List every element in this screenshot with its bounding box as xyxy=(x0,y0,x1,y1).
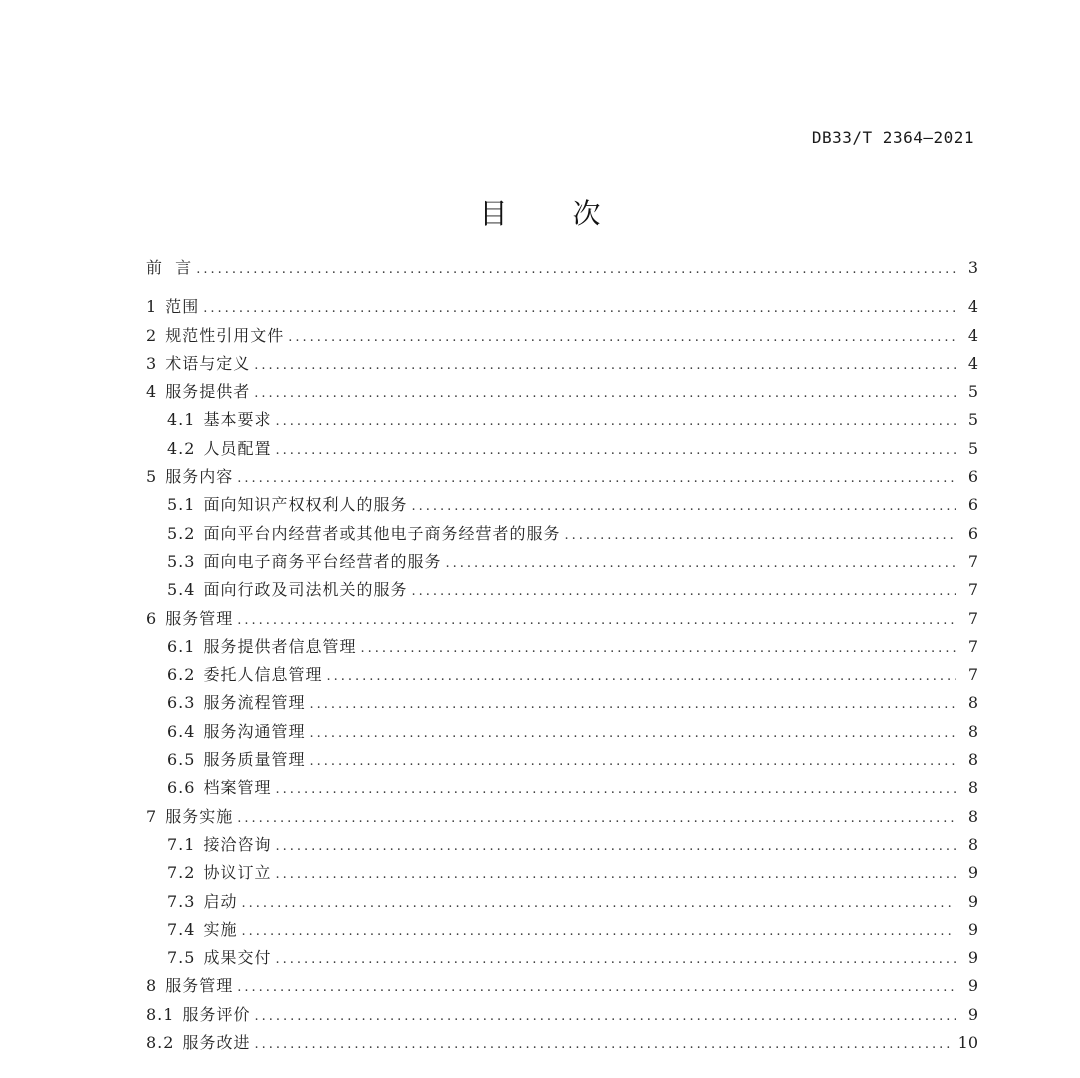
toc-entry-label: 委托人信息管理 xyxy=(203,665,323,685)
toc-entry-label: 基本要求 xyxy=(203,410,272,430)
toc-leader-dots xyxy=(237,607,956,635)
toc-entry[interactable] xyxy=(146,435,978,463)
toc-entry-number: 6.3 xyxy=(167,693,196,713)
toc-entry-label: 服务改进 xyxy=(182,1033,251,1053)
toc-entry-number: 3 xyxy=(146,353,158,373)
toc-entry-page: 8 xyxy=(967,778,978,798)
toc-leader-dots xyxy=(237,974,956,1002)
toc-entry-number: 5 xyxy=(146,467,158,487)
toc-entry-page: 9 xyxy=(967,891,978,911)
toc-entry-page: 9 xyxy=(967,1004,978,1024)
toc-leader-dots xyxy=(309,748,956,776)
toc-leader-dots xyxy=(288,324,956,352)
toc-entry-number: 7 xyxy=(146,806,158,826)
toc-entry[interactable] xyxy=(146,548,978,576)
toc-entry-number: 7.1 xyxy=(167,834,196,854)
toc-entry-page: 7 xyxy=(967,551,978,571)
toc-entry-number: 5.1 xyxy=(167,495,196,515)
toc-entry-number: 2 xyxy=(146,325,158,345)
toc-entry-number: 7.3 xyxy=(167,891,196,911)
toc-entry-page: 9 xyxy=(967,919,978,939)
toc-entry-label: 人员配置 xyxy=(203,438,272,458)
toc-entry[interactable] xyxy=(146,916,978,944)
toc-entry-number: 6.2 xyxy=(167,665,196,685)
toc-entry-page: 3 xyxy=(967,258,978,277)
toc-leader-dots xyxy=(275,437,956,465)
toc-entry-label: 规范性引用文件 xyxy=(165,325,285,345)
toc-leader-dots xyxy=(275,946,956,974)
toc-entry[interactable] xyxy=(146,1029,978,1057)
toc-entry[interactable] xyxy=(146,491,978,519)
toc-entry-page: 8 xyxy=(967,721,978,741)
toc-leader-dots xyxy=(275,408,956,436)
toc-entry-label: 实施 xyxy=(203,919,238,939)
toc-entry-page: 5 xyxy=(967,438,978,458)
toc-entry-number: 6.6 xyxy=(167,778,196,798)
toc-entry-page: 7 xyxy=(967,580,978,600)
toc-entry[interactable] xyxy=(146,633,978,661)
toc-leader-dots xyxy=(275,833,956,861)
toc-entry-label: 前 言 xyxy=(146,258,193,277)
toc-entry[interactable] xyxy=(146,406,978,434)
toc-entry-label: 服务沟通管理 xyxy=(203,721,306,741)
toc-entry-number: 6.1 xyxy=(167,636,196,656)
toc-entry[interactable] xyxy=(146,831,978,859)
toc-entry-label: 面向知识产权权利人的服务 xyxy=(203,495,408,515)
toc-entry-page: 8 xyxy=(967,834,978,854)
toc-entry-number: 5.2 xyxy=(167,523,196,543)
toc-entry-page: 8 xyxy=(967,693,978,713)
toc-entry-page: 5 xyxy=(967,410,978,430)
toc-entry-number: 6.4 xyxy=(167,721,196,741)
toc-entry[interactable] xyxy=(146,520,978,548)
toc-entry[interactable] xyxy=(146,1001,978,1029)
toc-entry-label: 面向行政及司法机关的服务 xyxy=(203,580,408,600)
toc-leader-dots xyxy=(196,256,956,284)
toc-entry-page: 7 xyxy=(967,665,978,685)
toc-entry-number: 6.5 xyxy=(167,750,196,770)
toc-leader-dots xyxy=(564,522,956,550)
toc-entry-label: 服务质量管理 xyxy=(203,750,306,770)
toc-entry-page: 7 xyxy=(967,608,978,628)
toc-entry[interactable] xyxy=(146,944,978,972)
toc-entry[interactable] xyxy=(146,293,978,321)
toc-entry-label: 服务评价 xyxy=(182,1004,251,1024)
toc-entry-page: 9 xyxy=(967,948,978,968)
toc-leader-dots xyxy=(254,380,956,408)
toc-entry-number: 8.1 xyxy=(146,1004,175,1024)
toc-title: 目 次 xyxy=(479,197,629,230)
toc-leader-dots xyxy=(241,890,956,918)
toc-entry-label: 范围 xyxy=(165,297,200,317)
toc-entry-number: 4.2 xyxy=(167,438,196,458)
toc-leader-dots xyxy=(326,663,956,691)
toc-entry-label: 服务流程管理 xyxy=(203,693,306,713)
toc-leader-dots xyxy=(309,691,956,719)
toc-leader-dots xyxy=(275,776,956,804)
toc-entry[interactable] xyxy=(146,972,978,1000)
toc-entry[interactable] xyxy=(146,322,978,350)
toc-entry-list xyxy=(146,293,978,1057)
toc-entry-number: 8 xyxy=(146,976,158,996)
toc-entry-label: 服务提供者 xyxy=(165,382,251,402)
toc-leader-dots xyxy=(309,720,956,748)
toc-leader-dots xyxy=(237,465,956,493)
toc-entry-label: 启动 xyxy=(203,891,238,911)
toc-leader-dots xyxy=(241,918,956,946)
toc-leader-dots xyxy=(360,635,956,663)
toc-entry-label: 服务内容 xyxy=(165,467,234,487)
toc-entry[interactable] xyxy=(146,888,978,916)
toc-entry[interactable] xyxy=(146,774,978,802)
toc-entry-number: 7.4 xyxy=(167,919,196,939)
toc-entry-number: 5.4 xyxy=(167,580,196,600)
toc-entry-number: 1 xyxy=(146,297,158,317)
toc-entry[interactable] xyxy=(146,689,978,717)
toc-leader-dots xyxy=(203,295,956,323)
toc-entry-page: 6 xyxy=(967,523,978,543)
toc-entry-label: 协议订立 xyxy=(203,863,272,883)
toc-entry-page: 9 xyxy=(967,976,978,996)
toc-entry-number: 7.2 xyxy=(167,863,196,883)
toc-leader-dots xyxy=(237,805,956,833)
toc-entry-label: 服务实施 xyxy=(165,806,234,826)
toc-leader-dots xyxy=(411,493,956,521)
toc-entry-page: 4 xyxy=(967,325,978,345)
toc-entry-page: 4 xyxy=(967,297,978,317)
document-code: DB33/T 2364—2021 xyxy=(811,128,974,147)
toc-entry-label: 档案管理 xyxy=(203,778,272,798)
table-of-contents xyxy=(146,254,978,1057)
toc-leader-dots xyxy=(254,352,956,380)
toc-entry[interactable] xyxy=(146,350,978,378)
toc-entry-label: 服务提供者信息管理 xyxy=(203,636,357,656)
toc-entry-page: 9 xyxy=(967,863,978,883)
toc-entry[interactable] xyxy=(146,661,978,689)
toc-entry-page: 5 xyxy=(967,382,978,402)
toc-entry[interactable] xyxy=(146,605,978,633)
toc-entry[interactable] xyxy=(146,746,978,774)
toc-entry-page: 6 xyxy=(967,467,978,487)
toc-entry-page: 10 xyxy=(957,1033,978,1053)
toc-entry-label: 面向平台内经营者或其他电子商务经营者的服务 xyxy=(203,523,561,543)
toc-leader-dots xyxy=(254,1031,953,1059)
toc-entry[interactable] xyxy=(146,859,978,887)
toc-entry-number: 8.2 xyxy=(146,1033,175,1053)
toc-entry-number: 6 xyxy=(146,608,158,628)
toc-entry-page: 6 xyxy=(967,495,978,515)
toc-entry-page: 8 xyxy=(967,806,978,826)
toc-leader-dots xyxy=(445,550,956,578)
toc-entry-preface[interactable] xyxy=(146,254,978,282)
toc-entry-number: 4.1 xyxy=(167,410,196,430)
toc-leader-dots xyxy=(275,861,956,889)
toc-entry-number: 7.5 xyxy=(167,948,196,968)
toc-leader-dots xyxy=(254,1003,956,1031)
toc-entry-page: 8 xyxy=(967,750,978,770)
toc-entry-label: 服务管理 xyxy=(165,976,234,996)
toc-entry-label: 术语与定义 xyxy=(165,353,251,373)
toc-entry[interactable] xyxy=(146,718,978,746)
toc-entry-label: 服务管理 xyxy=(165,608,234,628)
toc-entry[interactable] xyxy=(146,463,978,491)
toc-entry-page: 7 xyxy=(967,636,978,656)
toc-entry[interactable] xyxy=(146,803,978,831)
toc-entry-number: 5.3 xyxy=(167,551,196,571)
toc-entry-label: 接洽咨询 xyxy=(203,834,272,854)
toc-entry[interactable] xyxy=(146,378,978,406)
toc-entry-number: 4 xyxy=(146,382,158,402)
toc-entry-page: 4 xyxy=(967,353,978,373)
toc-leader-dots xyxy=(411,578,956,606)
toc-entry-label: 面向电子商务平台经营者的服务 xyxy=(203,551,442,571)
toc-entry[interactable] xyxy=(146,576,978,604)
toc-entry-label: 成果交付 xyxy=(203,948,272,968)
